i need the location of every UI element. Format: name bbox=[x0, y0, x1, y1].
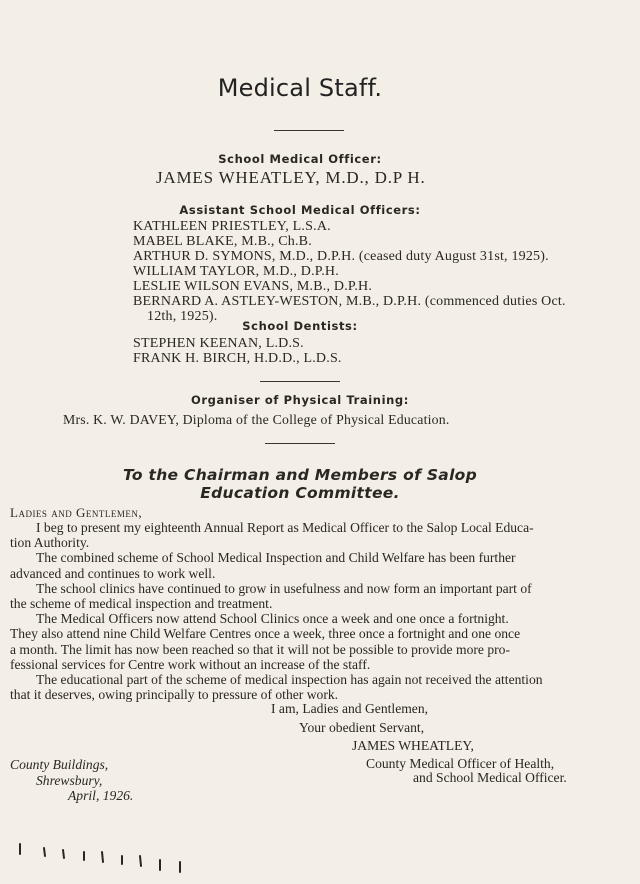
binding-marks bbox=[14, 838, 194, 878]
salutation: Ladies and Gentlemen, bbox=[10, 505, 143, 520]
closing-line: Your obedient Servant, bbox=[299, 720, 425, 735]
list-item: MABEL BLAKE, M.B., Ch.B. bbox=[133, 234, 312, 249]
body-line: They also attend nine Child Welfare Centres once a week, three once a fortnight and one once bbox=[10, 626, 521, 642]
letter-title bbox=[0, 466, 600, 502]
body-line: tion Authority. bbox=[10, 535, 90, 551]
address-line: County Buildings, bbox=[10, 757, 109, 772]
school-medical-officer-name: JAMES WHEATLEY, M.D., D.P H. bbox=[156, 168, 426, 187]
body-line: the scheme of medical inspection and treatment. bbox=[10, 596, 273, 612]
body-line: The educational part of the scheme of medical inspection has again not received the attention bbox=[36, 672, 543, 688]
signature-name: JAMES WHEATLEY, bbox=[352, 738, 474, 753]
list-item: BERNARD A. ASTLEY-WESTON, M.B., D.P.H. (commenced duties Oct. bbox=[133, 294, 566, 309]
closing-line: I am, Ladies and Gentlemen, bbox=[271, 701, 429, 716]
body-line: fessional services for Centre work without an increase of the staff. bbox=[10, 656, 371, 672]
address-line: Shrewsbury, bbox=[36, 773, 103, 788]
list-item: LESLIE WILSON EVANS, M.B., D.P.H. bbox=[133, 279, 373, 294]
school-medical-officer-heading: School Medical Officer: bbox=[218, 152, 382, 166]
list-item: STEPHEN KEENAN, L.D.S. bbox=[133, 336, 304, 351]
divider bbox=[274, 130, 344, 131]
dentists-heading: School Dentists: bbox=[242, 319, 358, 333]
divider bbox=[260, 381, 340, 382]
body-line: The school clinics have continued to grow in usefulness and now form an important part of bbox=[36, 580, 532, 596]
letter-title-line: Education Committee. bbox=[200, 484, 400, 502]
list-item: ARTHUR D. SYMONS, M.D., D.P.H. (ceased duty August 31st, 1925). bbox=[133, 249, 549, 264]
physical-training-heading: Organiser of Physical Training: bbox=[191, 393, 409, 407]
list-item: KATHLEEN PRIESTLEY, L.S.A. bbox=[133, 219, 331, 234]
address-date: April, 1926. bbox=[68, 788, 134, 803]
closing-title: County Medical Officer of Health, bbox=[366, 756, 555, 771]
divider bbox=[265, 443, 335, 444]
body-line: I beg to present my eighteenth Annual Report as Medical Officer to the Salop Local Educa- bbox=[36, 520, 534, 535]
physical-training-organiser: Mrs. K. W. DAVEY, Diploma of the College of Physical Education. bbox=[63, 412, 450, 427]
staff-list bbox=[133, 219, 566, 324]
closing-title: and School Medical Officer. bbox=[413, 770, 567, 785]
body-line: a month. The limit has now been reached so that it will not be possible to provide more pro- bbox=[10, 641, 510, 657]
body-line: that it deserves, owing principally to pressure of other work. bbox=[10, 687, 339, 703]
page-title: Medical Staff. bbox=[217, 74, 383, 102]
list-item: 12th, 1925). bbox=[147, 309, 218, 324]
list-item: WILLIAM TAYLOR, M.D., D.P.H. bbox=[133, 264, 339, 279]
body-line: advanced and continues to work well. bbox=[10, 565, 216, 581]
list-item: FRANK H. BIRCH, H.D.D., L.D.S. bbox=[133, 351, 342, 366]
assistant-officers-heading: Assistant School Medical Officers: bbox=[179, 203, 421, 217]
dentist-list bbox=[133, 336, 342, 366]
body-line: The combined scheme of School Medical Inspection and Child Welfare has been further bbox=[36, 550, 516, 566]
body-line: The Medical Officers now attend School Clinics once a week and one once a fortnight. bbox=[36, 611, 509, 627]
letter-title-line: To the Chairman and Members of Salop bbox=[122, 466, 478, 484]
letter-body bbox=[10, 520, 590, 702]
